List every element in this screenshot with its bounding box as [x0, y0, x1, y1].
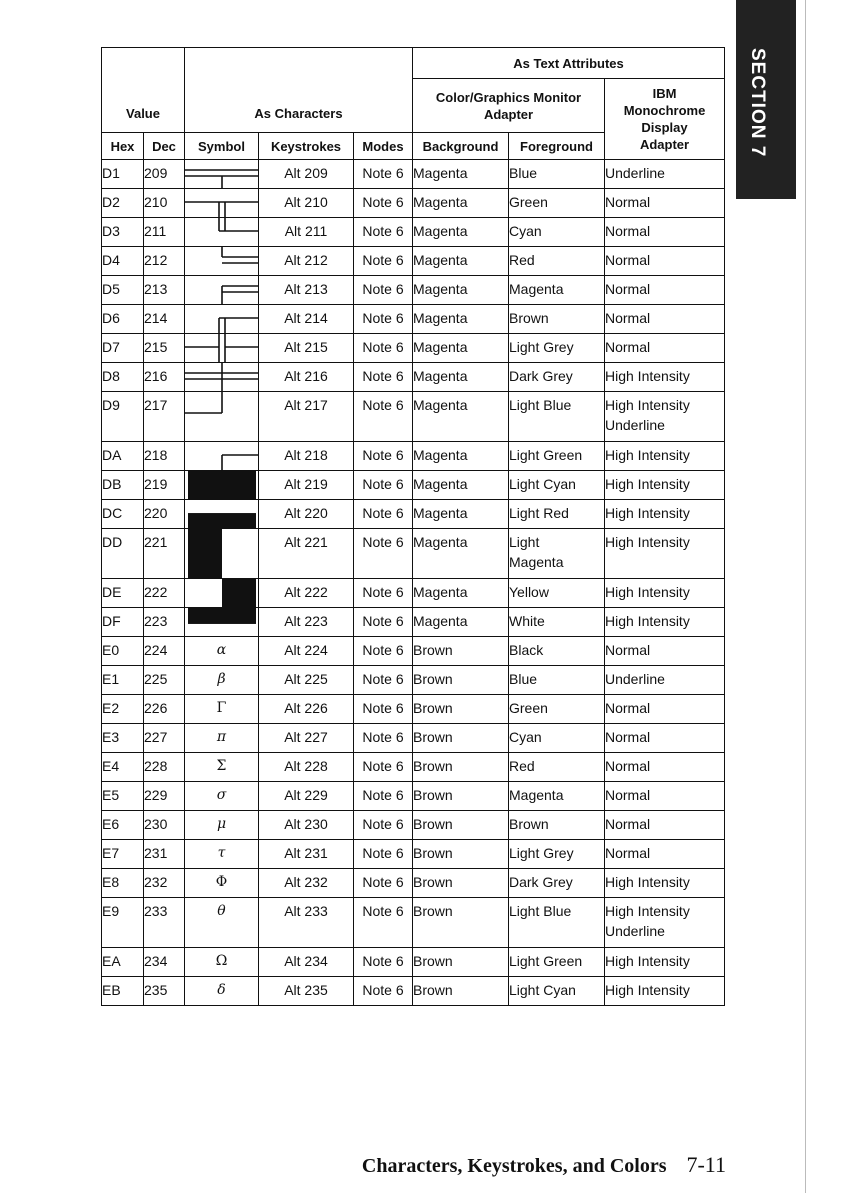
- cell-symbol: [185, 869, 259, 898]
- cell-keystrokes: Alt 213: [259, 276, 354, 305]
- cell-symbol: [185, 840, 259, 869]
- cell-dec: 235: [144, 977, 185, 1006]
- cell-hex: DA: [102, 442, 144, 471]
- symbol-glyph: α: [216, 642, 227, 658]
- cell-symbol: [185, 276, 259, 305]
- cell-hex: EB: [102, 977, 144, 1006]
- table-row: [102, 695, 725, 724]
- page-footer: [362, 1152, 726, 1178]
- cell-mode: Note 6: [354, 471, 413, 500]
- symbol-glyph: Ω: [215, 953, 228, 969]
- cell-symbol: [185, 160, 259, 189]
- cell-foreground: Light Grey: [509, 840, 605, 869]
- cell-dec: 234: [144, 948, 185, 977]
- cell-background: Magenta: [413, 160, 509, 189]
- cell-keystrokes: Alt 226: [259, 695, 354, 724]
- cell-hex: D8: [102, 363, 144, 392]
- cell-keystrokes: Alt 224: [259, 637, 354, 666]
- cell-mono: Underline: [605, 666, 725, 695]
- cell-mono: High Intensity: [605, 500, 725, 529]
- cell-hex: D9: [102, 392, 144, 442]
- table-row: [102, 363, 725, 392]
- header-background: Background: [413, 133, 509, 160]
- cell-mono: High Intensity: [605, 363, 725, 392]
- cell-foreground: Cyan: [509, 724, 605, 753]
- cell-mono: High Intensity: [605, 471, 725, 500]
- cell-mono: High Intensity: [605, 948, 725, 977]
- cell-symbol: [185, 305, 259, 334]
- cell-keystrokes: Alt 234: [259, 948, 354, 977]
- cell-dec: 232: [144, 869, 185, 898]
- cell-mono: Underline: [605, 160, 725, 189]
- cell-dec: 211: [144, 218, 185, 247]
- cell-background: Magenta: [413, 334, 509, 363]
- cell-hex: E5: [102, 782, 144, 811]
- cell-keystrokes: Alt 217: [259, 392, 354, 442]
- block-glyph: [185, 579, 259, 608]
- cell-background: Magenta: [413, 189, 509, 218]
- cell-foreground: Magenta: [509, 782, 605, 811]
- table-row: [102, 218, 725, 247]
- box-drawing-glyph: [185, 305, 259, 334]
- table-row: [102, 579, 725, 608]
- cell-mono: High Intensity Underline: [605, 898, 725, 948]
- cell-hex: DC: [102, 500, 144, 529]
- cell-foreground: Dark Grey: [509, 363, 605, 392]
- cell-mode: Note 6: [354, 898, 413, 948]
- cell-background: Brown: [413, 869, 509, 898]
- cell-mono: Normal: [605, 247, 725, 276]
- block-glyph: [185, 529, 259, 579]
- cell-symbol: [185, 608, 259, 637]
- table-row: [102, 637, 725, 666]
- cell-symbol: [185, 898, 259, 948]
- cell-mode: Note 6: [354, 811, 413, 840]
- cell-symbol: [185, 392, 259, 442]
- cell-mode: Note 6: [354, 160, 413, 189]
- cell-mode: Note 6: [354, 695, 413, 724]
- cell-foreground: Light Magenta: [509, 529, 605, 579]
- cell-background: Magenta: [413, 471, 509, 500]
- cell-mode: Note 6: [354, 869, 413, 898]
- cell-symbol: [185, 334, 259, 363]
- cell-hex: D1: [102, 160, 144, 189]
- header-keystrokes: Keystrokes: [259, 133, 354, 160]
- cell-keystrokes: Alt 215: [259, 334, 354, 363]
- cell-hex: E0: [102, 637, 144, 666]
- cell-symbol: [185, 471, 259, 500]
- cell-hex: D7: [102, 334, 144, 363]
- cell-background: Magenta: [413, 305, 509, 334]
- header-symbol: Symbol: [185, 133, 259, 160]
- cell-dec: 228: [144, 753, 185, 782]
- footer-title: Characters, Keystrokes, and Colors: [361, 1155, 667, 1177]
- table-row: [102, 869, 725, 898]
- box-drawing-glyph: [185, 160, 259, 189]
- cell-symbol: [185, 695, 259, 724]
- cell-hex: D6: [102, 305, 144, 334]
- cell-background: Magenta: [413, 579, 509, 608]
- cell-dec: 216: [144, 363, 185, 392]
- cell-hex: DF: [102, 608, 144, 637]
- symbol-glyph: β: [217, 671, 226, 687]
- cell-foreground: White: [509, 608, 605, 637]
- symbol-glyph: τ: [217, 845, 226, 861]
- cell-symbol: [185, 724, 259, 753]
- cell-keystrokes: Alt 216: [259, 363, 354, 392]
- block-glyph: [185, 500, 259, 529]
- cell-symbol: [185, 782, 259, 811]
- cell-mode: Note 6: [354, 500, 413, 529]
- cell-foreground: Light Cyan: [509, 471, 605, 500]
- cell-mono: High Intensity: [605, 977, 725, 1006]
- symbol-glyph: μ: [216, 816, 227, 832]
- cell-keystrokes: Alt 231: [259, 840, 354, 869]
- cell-background: Magenta: [413, 529, 509, 579]
- cell-keystrokes: Alt 219: [259, 471, 354, 500]
- header-as-text-attributes: As Text Attributes: [413, 48, 725, 79]
- box-drawing-glyph: [185, 276, 259, 305]
- cell-symbol: [185, 637, 259, 666]
- cell-dec: 229: [144, 782, 185, 811]
- cell-hex: D3: [102, 218, 144, 247]
- cell-foreground: Cyan: [509, 218, 605, 247]
- cell-hex: EA: [102, 948, 144, 977]
- cell-hex: E1: [102, 666, 144, 695]
- cell-hex: E9: [102, 898, 144, 948]
- cell-keystrokes: Alt 211: [259, 218, 354, 247]
- cell-dec: 233: [144, 898, 185, 948]
- cell-keystrokes: Alt 229: [259, 782, 354, 811]
- cell-background: Brown: [413, 840, 509, 869]
- cell-foreground: Light Green: [509, 442, 605, 471]
- cell-background: Brown: [413, 898, 509, 948]
- cell-foreground: Brown: [509, 811, 605, 840]
- cell-hex: E8: [102, 869, 144, 898]
- cell-foreground: Light Blue: [509, 392, 605, 442]
- cell-mode: Note 6: [354, 218, 413, 247]
- cell-foreground: Light Grey: [509, 334, 605, 363]
- cell-foreground: Yellow: [509, 579, 605, 608]
- table-row: [102, 666, 725, 695]
- header-value: Value: [102, 48, 185, 133]
- section-tab-label: SECTION 7: [747, 48, 768, 158]
- cell-symbol: [185, 218, 259, 247]
- cell-hex: E2: [102, 695, 144, 724]
- cell-dec: 220: [144, 500, 185, 529]
- table-row: [102, 948, 725, 977]
- table-row: [102, 276, 725, 305]
- cell-mono: Normal: [605, 840, 725, 869]
- cell-mono: High Intensity Underline: [605, 392, 725, 442]
- table-row: [102, 724, 725, 753]
- symbol-glyph: δ: [217, 982, 226, 998]
- table-row: [102, 898, 725, 948]
- cell-symbol: [185, 189, 259, 218]
- table-row: [102, 529, 725, 579]
- cell-hex: DE: [102, 579, 144, 608]
- cell-dec: 217: [144, 392, 185, 442]
- cell-mode: Note 6: [354, 392, 413, 442]
- cell-hex: DD: [102, 529, 144, 579]
- cell-mono: Normal: [605, 811, 725, 840]
- cell-mono: Normal: [605, 695, 725, 724]
- cell-hex: E7: [102, 840, 144, 869]
- symbol-glyph: π: [216, 729, 227, 745]
- header-ibm-mono: IBM Monochrome Display Adapter: [605, 79, 725, 160]
- cell-dec: 212: [144, 247, 185, 276]
- cell-dec: 214: [144, 305, 185, 334]
- table-row: [102, 840, 725, 869]
- cell-symbol: [185, 442, 259, 471]
- cell-background: Brown: [413, 666, 509, 695]
- cell-dec: 227: [144, 724, 185, 753]
- page-edge: [805, 0, 806, 1193]
- cell-foreground: Brown: [509, 305, 605, 334]
- box-drawing-glyph: [185, 218, 259, 247]
- cell-mono: High Intensity: [605, 869, 725, 898]
- cell-keystrokes: Alt 232: [259, 869, 354, 898]
- table-row: [102, 471, 725, 500]
- cell-mono: Normal: [605, 782, 725, 811]
- box-drawing-glyph: [185, 247, 259, 276]
- cell-keystrokes: Alt 233: [259, 898, 354, 948]
- box-drawing-glyph: [185, 334, 259, 363]
- cell-background: Magenta: [413, 442, 509, 471]
- cell-dec: 213: [144, 276, 185, 305]
- cell-mono: High Intensity: [605, 608, 725, 637]
- table-body: [102, 160, 725, 1006]
- cell-hex: D4: [102, 247, 144, 276]
- cell-foreground: Dark Grey: [509, 869, 605, 898]
- cell-mono: Normal: [605, 753, 725, 782]
- cell-dec: 209: [144, 160, 185, 189]
- cell-keystrokes: Alt 220: [259, 500, 354, 529]
- cell-hex: D5: [102, 276, 144, 305]
- table-row: [102, 334, 725, 363]
- cell-mono: Normal: [605, 637, 725, 666]
- cell-mode: Note 6: [354, 977, 413, 1006]
- cell-mono: High Intensity: [605, 529, 725, 579]
- table-row: [102, 247, 725, 276]
- cell-foreground: Green: [509, 695, 605, 724]
- header-foreground: Foreground: [509, 133, 605, 160]
- cell-mode: Note 6: [354, 442, 413, 471]
- cell-foreground: Light Green: [509, 948, 605, 977]
- cell-symbol: [185, 500, 259, 529]
- cell-keystrokes: Alt 222: [259, 579, 354, 608]
- cell-background: Brown: [413, 948, 509, 977]
- cell-background: Magenta: [413, 608, 509, 637]
- cell-hex: E6: [102, 811, 144, 840]
- cell-dec: 210: [144, 189, 185, 218]
- cell-symbol: [185, 666, 259, 695]
- cell-mode: Note 6: [354, 247, 413, 276]
- cell-keystrokes: Alt 227: [259, 724, 354, 753]
- cell-symbol: [185, 948, 259, 977]
- cell-background: Brown: [413, 782, 509, 811]
- cell-keystrokes: Alt 223: [259, 608, 354, 637]
- cell-mode: Note 6: [354, 305, 413, 334]
- cell-mode: Note 6: [354, 276, 413, 305]
- table-row: [102, 782, 725, 811]
- cell-mono: Normal: [605, 724, 725, 753]
- cell-background: Brown: [413, 724, 509, 753]
- symbol-glyph: Γ: [216, 700, 227, 716]
- cell-background: Brown: [413, 637, 509, 666]
- cell-keystrokes: Alt 230: [259, 811, 354, 840]
- cell-keystrokes: Alt 218: [259, 442, 354, 471]
- header-hex: Hex: [102, 133, 144, 160]
- table-row: [102, 608, 725, 637]
- table-row: [102, 500, 725, 529]
- header-as-characters: As Characters: [185, 48, 413, 133]
- cell-background: Magenta: [413, 500, 509, 529]
- character-table: [101, 47, 725, 1006]
- cell-mode: Note 6: [354, 724, 413, 753]
- cell-dec: 230: [144, 811, 185, 840]
- table-row: [102, 160, 725, 189]
- cell-foreground: Red: [509, 247, 605, 276]
- cell-hex: E4: [102, 753, 144, 782]
- cell-dec: 223: [144, 608, 185, 637]
- cell-dec: 225: [144, 666, 185, 695]
- symbol-glyph: θ: [217, 903, 226, 919]
- cell-mono: Normal: [605, 276, 725, 305]
- cell-background: Magenta: [413, 247, 509, 276]
- cell-foreground: Blue: [509, 160, 605, 189]
- cell-background: Brown: [413, 695, 509, 724]
- cell-symbol: [185, 977, 259, 1006]
- cell-foreground: Black: [509, 637, 605, 666]
- cell-background: Brown: [413, 753, 509, 782]
- cell-mono: High Intensity: [605, 579, 725, 608]
- table-row: [102, 977, 725, 1006]
- cell-foreground: Light Cyan: [509, 977, 605, 1006]
- cell-mode: Note 6: [354, 529, 413, 579]
- cell-symbol: [185, 247, 259, 276]
- cell-symbol: [185, 579, 259, 608]
- cell-dec: 221: [144, 529, 185, 579]
- cell-hex: DB: [102, 471, 144, 500]
- cell-dec: 231: [144, 840, 185, 869]
- cell-mode: Note 6: [354, 782, 413, 811]
- table-row: [102, 442, 725, 471]
- cell-symbol: [185, 529, 259, 579]
- box-drawing-glyph: [185, 189, 259, 218]
- cell-hex: D2: [102, 189, 144, 218]
- cell-dec: 218: [144, 442, 185, 471]
- cell-background: Magenta: [413, 363, 509, 392]
- table-row: [102, 305, 725, 334]
- cell-mode: Note 6: [354, 579, 413, 608]
- header-modes: Modes: [354, 133, 413, 160]
- cell-keystrokes: Alt 235: [259, 977, 354, 1006]
- cell-mode: Note 6: [354, 753, 413, 782]
- cell-mono: Normal: [605, 218, 725, 247]
- cell-foreground: Light Blue: [509, 898, 605, 948]
- cell-keystrokes: Alt 212: [259, 247, 354, 276]
- cell-background: Brown: [413, 811, 509, 840]
- cell-mono: Normal: [605, 189, 725, 218]
- cell-dec: 215: [144, 334, 185, 363]
- cell-hex: E3: [102, 724, 144, 753]
- block-glyph: [185, 471, 259, 500]
- page-number: 7-11: [686, 1152, 726, 1177]
- cell-background: Magenta: [413, 218, 509, 247]
- cell-dec: 226: [144, 695, 185, 724]
- cell-foreground: Light Red: [509, 500, 605, 529]
- cell-mode: Note 6: [354, 334, 413, 363]
- symbol-glyph: σ: [216, 787, 227, 803]
- box-drawing-glyph: [185, 363, 259, 392]
- cell-keystrokes: Alt 210: [259, 189, 354, 218]
- cell-mode: Note 6: [354, 189, 413, 218]
- cell-background: Brown: [413, 977, 509, 1006]
- cell-mono: High Intensity: [605, 442, 725, 471]
- cell-foreground: Magenta: [509, 276, 605, 305]
- cell-dec: 224: [144, 637, 185, 666]
- cell-mode: Note 6: [354, 840, 413, 869]
- cell-foreground: Green: [509, 189, 605, 218]
- cell-keystrokes: Alt 225: [259, 666, 354, 695]
- cell-keystrokes: Alt 209: [259, 160, 354, 189]
- box-drawing-glyph: [185, 442, 259, 471]
- cell-background: Magenta: [413, 392, 509, 442]
- symbol-glyph: Φ: [215, 874, 228, 890]
- table-row: [102, 392, 725, 442]
- cell-symbol: [185, 753, 259, 782]
- cell-keystrokes: Alt 214: [259, 305, 354, 334]
- cell-dec: 222: [144, 579, 185, 608]
- table-row: [102, 811, 725, 840]
- cell-background: Magenta: [413, 276, 509, 305]
- table-row: [102, 753, 725, 782]
- cell-keystrokes: Alt 221: [259, 529, 354, 579]
- header-dec: Dec: [144, 133, 185, 160]
- cell-keystrokes: Alt 228: [259, 753, 354, 782]
- symbol-glyph: Σ: [216, 758, 227, 774]
- cell-foreground: Blue: [509, 666, 605, 695]
- cell-mode: Note 6: [354, 363, 413, 392]
- table-row: [102, 189, 725, 218]
- cell-symbol: [185, 811, 259, 840]
- cell-mode: Note 6: [354, 637, 413, 666]
- cell-mode: Note 6: [354, 608, 413, 637]
- cell-symbol: [185, 363, 259, 392]
- cell-mode: Note 6: [354, 948, 413, 977]
- block-glyph: [185, 608, 259, 637]
- cell-mode: Note 6: [354, 666, 413, 695]
- cell-mono: Normal: [605, 334, 725, 363]
- header-color-graphics: Color/Graphics Monitor Adapter: [413, 79, 605, 133]
- cell-foreground: Red: [509, 753, 605, 782]
- cell-mono: Normal: [605, 305, 725, 334]
- cell-dec: 219: [144, 471, 185, 500]
- box-drawing-glyph: [185, 392, 259, 442]
